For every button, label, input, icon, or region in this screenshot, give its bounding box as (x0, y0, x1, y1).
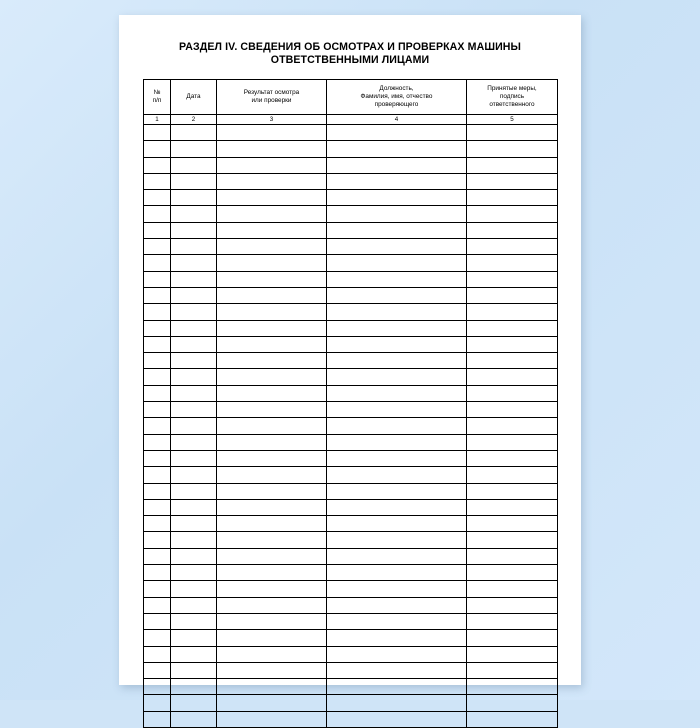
table-cell[interactable] (171, 369, 217, 385)
table-cell[interactable] (217, 548, 327, 564)
table-cell[interactable] (171, 613, 217, 629)
table-row[interactable] (144, 532, 558, 548)
table-cell[interactable] (327, 646, 467, 662)
table-cell[interactable] (171, 467, 217, 483)
table-cell[interactable] (217, 304, 327, 320)
table-cell[interactable] (171, 125, 217, 141)
table-cell[interactable] (217, 499, 327, 515)
table-cell[interactable] (467, 695, 558, 711)
table-cell[interactable] (327, 630, 467, 646)
table-row[interactable] (144, 336, 558, 352)
table-cell[interactable] (217, 646, 327, 662)
table-cell[interactable] (467, 467, 558, 483)
table-cell[interactable] (144, 190, 171, 206)
table-cell[interactable] (217, 434, 327, 450)
table-cell[interactable] (144, 239, 171, 255)
table-cell[interactable] (327, 597, 467, 613)
table-cell[interactable] (327, 613, 467, 629)
table-cell[interactable] (327, 271, 467, 287)
table-row[interactable] (144, 385, 558, 401)
table-cell[interactable] (217, 255, 327, 271)
table-cell[interactable] (144, 679, 171, 695)
table-cell[interactable] (327, 679, 467, 695)
table-cell[interactable] (171, 548, 217, 564)
table-cell[interactable] (144, 402, 171, 418)
table-row[interactable] (144, 418, 558, 434)
table-cell[interactable] (327, 418, 467, 434)
table-cell[interactable] (327, 287, 467, 303)
table-row[interactable] (144, 304, 558, 320)
table-cell[interactable] (327, 695, 467, 711)
table-row[interactable] (144, 499, 558, 515)
table-cell[interactable] (171, 190, 217, 206)
table-cell[interactable] (217, 271, 327, 287)
page-title-line-1: РАЗДЕЛ IV. СВЕДЕНИЯ ОБ ОСМОТРАХ И ПРОВЕРКАХ МАШИНЫ (178, 41, 522, 53)
table-cell[interactable] (217, 695, 327, 711)
table-cell[interactable] (171, 385, 217, 401)
table-cell[interactable] (171, 287, 217, 303)
table-row[interactable] (144, 565, 558, 581)
table-cell[interactable] (171, 450, 217, 466)
table-cell[interactable] (144, 353, 171, 369)
table-cell[interactable] (171, 532, 217, 548)
table-cell[interactable] (171, 499, 217, 515)
table-cell[interactable] (467, 141, 558, 157)
table-cell[interactable] (217, 239, 327, 255)
table-cell[interactable] (467, 565, 558, 581)
table-cell[interactable] (171, 483, 217, 499)
column-header-inspector-line-3: проверяющего (374, 101, 419, 108)
table-cell[interactable] (217, 565, 327, 581)
table-cell[interactable] (144, 450, 171, 466)
table-cell[interactable] (171, 353, 217, 369)
table-row[interactable] (144, 467, 558, 483)
table-cell[interactable] (327, 173, 467, 189)
table-cell[interactable] (467, 369, 558, 385)
table-row[interactable] (144, 320, 558, 336)
table-cell[interactable] (217, 173, 327, 189)
table-cell[interactable] (217, 353, 327, 369)
table-cell[interactable] (467, 255, 558, 271)
table-row[interactable] (144, 711, 558, 727)
table-cell[interactable] (467, 239, 558, 255)
table-cell[interactable] (217, 141, 327, 157)
table-row[interactable] (144, 287, 558, 303)
table-cell[interactable] (327, 548, 467, 564)
table-cell[interactable] (467, 483, 558, 499)
table-cell[interactable] (217, 532, 327, 548)
table-cell[interactable] (171, 222, 217, 238)
table-cell[interactable] (217, 613, 327, 629)
table-cell[interactable] (327, 336, 467, 352)
table-cell[interactable] (217, 418, 327, 434)
table-cell[interactable] (327, 239, 467, 255)
table-row[interactable] (144, 255, 558, 271)
table-cell[interactable] (327, 467, 467, 483)
column-header-result-line-1: Результат осмотра (243, 89, 300, 96)
table-cell[interactable] (171, 597, 217, 613)
table-cell[interactable] (144, 695, 171, 711)
table-cell[interactable] (144, 565, 171, 581)
table-cell[interactable] (171, 239, 217, 255)
table-row[interactable] (144, 141, 558, 157)
table-cell[interactable] (467, 125, 558, 141)
page-title-line-2: ОТВЕТСТВЕННЫМИ ЛИЦАМИ (270, 54, 430, 66)
table-cell[interactable] (217, 369, 327, 385)
table-cell[interactable] (171, 695, 217, 711)
table-cell[interactable] (144, 271, 171, 287)
table-cell[interactable] (327, 402, 467, 418)
table-cell[interactable] (171, 516, 217, 532)
table-cell[interactable] (467, 320, 558, 336)
column-header-date-line-1: Дата (186, 93, 201, 100)
table-cell[interactable] (171, 304, 217, 320)
table-row[interactable] (144, 271, 558, 287)
table-cell[interactable] (467, 548, 558, 564)
table-cell[interactable] (467, 630, 558, 646)
table-row[interactable] (144, 206, 558, 222)
column-header-measures-line-1: Принятые меры, (487, 85, 537, 92)
table-cell[interactable] (467, 385, 558, 401)
table-cell[interactable] (467, 190, 558, 206)
table-cell[interactable] (467, 679, 558, 695)
table-cell[interactable] (171, 565, 217, 581)
table-cell[interactable] (171, 141, 217, 157)
table-cell[interactable] (171, 418, 217, 434)
table-cell[interactable] (171, 255, 217, 271)
table-cell[interactable] (217, 385, 327, 401)
column-number-3: 3 (217, 115, 327, 125)
table-cell[interactable] (467, 336, 558, 352)
table-row[interactable] (144, 450, 558, 466)
table-cell[interactable] (217, 516, 327, 532)
table-cell[interactable] (144, 141, 171, 157)
table-cell[interactable] (467, 418, 558, 434)
table-cell[interactable] (171, 336, 217, 352)
column-header-date (171, 80, 217, 115)
table-cell[interactable] (467, 597, 558, 613)
page-content (143, 41, 557, 728)
table-cell[interactable] (144, 222, 171, 238)
table-cell[interactable] (467, 646, 558, 662)
table-cell[interactable] (217, 336, 327, 352)
table-cell[interactable] (171, 206, 217, 222)
column-number-4: 4 (327, 115, 467, 125)
table-cell[interactable] (171, 271, 217, 287)
column-header-measures-line-2: подпись (499, 93, 525, 100)
column-header-result (217, 80, 327, 115)
table-cell[interactable] (144, 287, 171, 303)
table-cell[interactable] (144, 385, 171, 401)
table-body (144, 125, 558, 728)
table-cell[interactable] (327, 141, 467, 157)
table-cell[interactable] (327, 353, 467, 369)
table-cell[interactable] (171, 434, 217, 450)
table-row[interactable] (144, 222, 558, 238)
table-cell[interactable] (217, 483, 327, 499)
table-row[interactable] (144, 613, 558, 629)
table-cell[interactable] (144, 320, 171, 336)
table-cell[interactable] (144, 548, 171, 564)
table-cell[interactable] (217, 157, 327, 173)
table-cell[interactable] (467, 450, 558, 466)
table-cell[interactable] (217, 222, 327, 238)
table-cell[interactable] (171, 646, 217, 662)
column-header-inspector-line-1: Должность, (379, 85, 414, 92)
table-cell[interactable] (217, 662, 327, 678)
table-cell[interactable] (327, 255, 467, 271)
table-cell[interactable] (144, 157, 171, 173)
table-cell[interactable] (171, 630, 217, 646)
table-cell[interactable] (217, 711, 327, 727)
table-cell[interactable] (144, 255, 171, 271)
table-row[interactable] (144, 597, 558, 613)
table-cell[interactable] (327, 304, 467, 320)
table-cell[interactable] (144, 125, 171, 141)
column-number-5: 5 (467, 115, 558, 125)
column-header-number (144, 80, 171, 115)
table-cell[interactable] (467, 581, 558, 597)
table-cell[interactable] (144, 434, 171, 450)
table-cell[interactable] (144, 711, 171, 727)
table-row[interactable] (144, 190, 558, 206)
table-cell[interactable] (144, 662, 171, 678)
table-cell[interactable] (171, 581, 217, 597)
table-cell[interactable] (327, 450, 467, 466)
table-row[interactable] (144, 402, 558, 418)
table-cell[interactable] (467, 711, 558, 727)
table-row[interactable] (144, 695, 558, 711)
table-row[interactable] (144, 646, 558, 662)
table-cell[interactable] (144, 646, 171, 662)
column-header-number-line-2: п/п (152, 97, 162, 104)
table-cell[interactable] (171, 402, 217, 418)
column-header-inspector-line-2: Фамилия, имя, отчество (360, 93, 433, 100)
column-header-result-line-2: или проверки (251, 97, 292, 104)
table-cell[interactable] (327, 711, 467, 727)
column-number-row (144, 115, 558, 125)
table-cell[interactable] (467, 532, 558, 548)
table-cell[interactable] (217, 206, 327, 222)
table-cell[interactable] (217, 597, 327, 613)
table-row[interactable] (144, 548, 558, 564)
table-cell[interactable] (217, 125, 327, 141)
table-cell[interactable] (217, 320, 327, 336)
table-cell[interactable] (171, 173, 217, 189)
table-cell[interactable] (144, 516, 171, 532)
table-cell[interactable] (144, 532, 171, 548)
table-cell[interactable] (327, 206, 467, 222)
page-title (143, 41, 557, 67)
table-cell[interactable] (144, 597, 171, 613)
table-row[interactable] (144, 679, 558, 695)
table-row[interactable] (144, 434, 558, 450)
table-header-row (144, 80, 558, 115)
table-cell[interactable] (467, 271, 558, 287)
table-cell[interactable] (217, 287, 327, 303)
table-cell[interactable] (467, 206, 558, 222)
table-cell[interactable] (327, 222, 467, 238)
table-cell[interactable] (327, 320, 467, 336)
table-row[interactable] (144, 369, 558, 385)
table-cell[interactable] (467, 499, 558, 515)
column-header-measures (467, 80, 558, 115)
column-header-number-line-1: № (153, 89, 161, 96)
table-cell[interactable] (467, 353, 558, 369)
table-row[interactable] (144, 516, 558, 532)
table-cell[interactable] (467, 434, 558, 450)
table-cell[interactable] (217, 581, 327, 597)
table-cell[interactable] (327, 662, 467, 678)
table-cell[interactable] (144, 613, 171, 629)
table-cell[interactable] (467, 304, 558, 320)
table-cell[interactable] (144, 630, 171, 646)
table-cell[interactable] (467, 222, 558, 238)
table-cell[interactable] (467, 157, 558, 173)
table-cell[interactable] (144, 499, 171, 515)
document-page (119, 15, 581, 685)
inspection-records-table (143, 79, 558, 728)
table-cell[interactable] (327, 516, 467, 532)
table-row[interactable] (144, 239, 558, 255)
table-cell[interactable] (217, 450, 327, 466)
table-cell[interactable] (327, 369, 467, 385)
column-number-1: 1 (144, 115, 171, 125)
table-cell[interactable] (327, 565, 467, 581)
table-cell[interactable] (327, 125, 467, 141)
table-cell[interactable] (217, 402, 327, 418)
table-cell[interactable] (217, 679, 327, 695)
table-cell[interactable] (171, 711, 217, 727)
table-cell[interactable] (467, 173, 558, 189)
table-cell[interactable] (144, 304, 171, 320)
table-row[interactable] (144, 173, 558, 189)
table-cell[interactable] (467, 516, 558, 532)
table-cell[interactable] (467, 402, 558, 418)
table-cell[interactable] (217, 467, 327, 483)
table-cell[interactable] (144, 483, 171, 499)
table-row[interactable] (144, 483, 558, 499)
table-cell[interactable] (327, 499, 467, 515)
table-cell[interactable] (144, 581, 171, 597)
table-row[interactable] (144, 581, 558, 597)
table-cell[interactable] (327, 483, 467, 499)
table-cell[interactable] (171, 679, 217, 695)
table-row[interactable] (144, 630, 558, 646)
column-header-inspector (327, 80, 467, 115)
table-cell[interactable] (144, 173, 171, 189)
table-cell[interactable] (467, 287, 558, 303)
table-cell[interactable] (327, 434, 467, 450)
table-cell[interactable] (327, 385, 467, 401)
table-row[interactable] (144, 662, 558, 678)
table-row[interactable] (144, 157, 558, 173)
table-cell[interactable] (467, 613, 558, 629)
table-cell[interactable] (144, 418, 171, 434)
table-cell[interactable] (144, 369, 171, 385)
table-cell[interactable] (217, 630, 327, 646)
table-cell[interactable] (171, 662, 217, 678)
table-cell[interactable] (144, 467, 171, 483)
column-header-measures-line-3: ответственного (489, 101, 535, 108)
table-header (144, 80, 558, 125)
table-cell[interactable] (171, 157, 217, 173)
table-cell[interactable] (327, 581, 467, 597)
table-cell[interactable] (144, 336, 171, 352)
table-row[interactable] (144, 353, 558, 369)
table-cell[interactable] (327, 157, 467, 173)
column-number-2: 2 (171, 115, 217, 125)
table-row[interactable] (144, 125, 558, 141)
table-cell[interactable] (217, 190, 327, 206)
table-cell[interactable] (467, 662, 558, 678)
table-cell[interactable] (327, 532, 467, 548)
table-cell[interactable] (327, 190, 467, 206)
table-cell[interactable] (171, 320, 217, 336)
table-cell[interactable] (144, 206, 171, 222)
